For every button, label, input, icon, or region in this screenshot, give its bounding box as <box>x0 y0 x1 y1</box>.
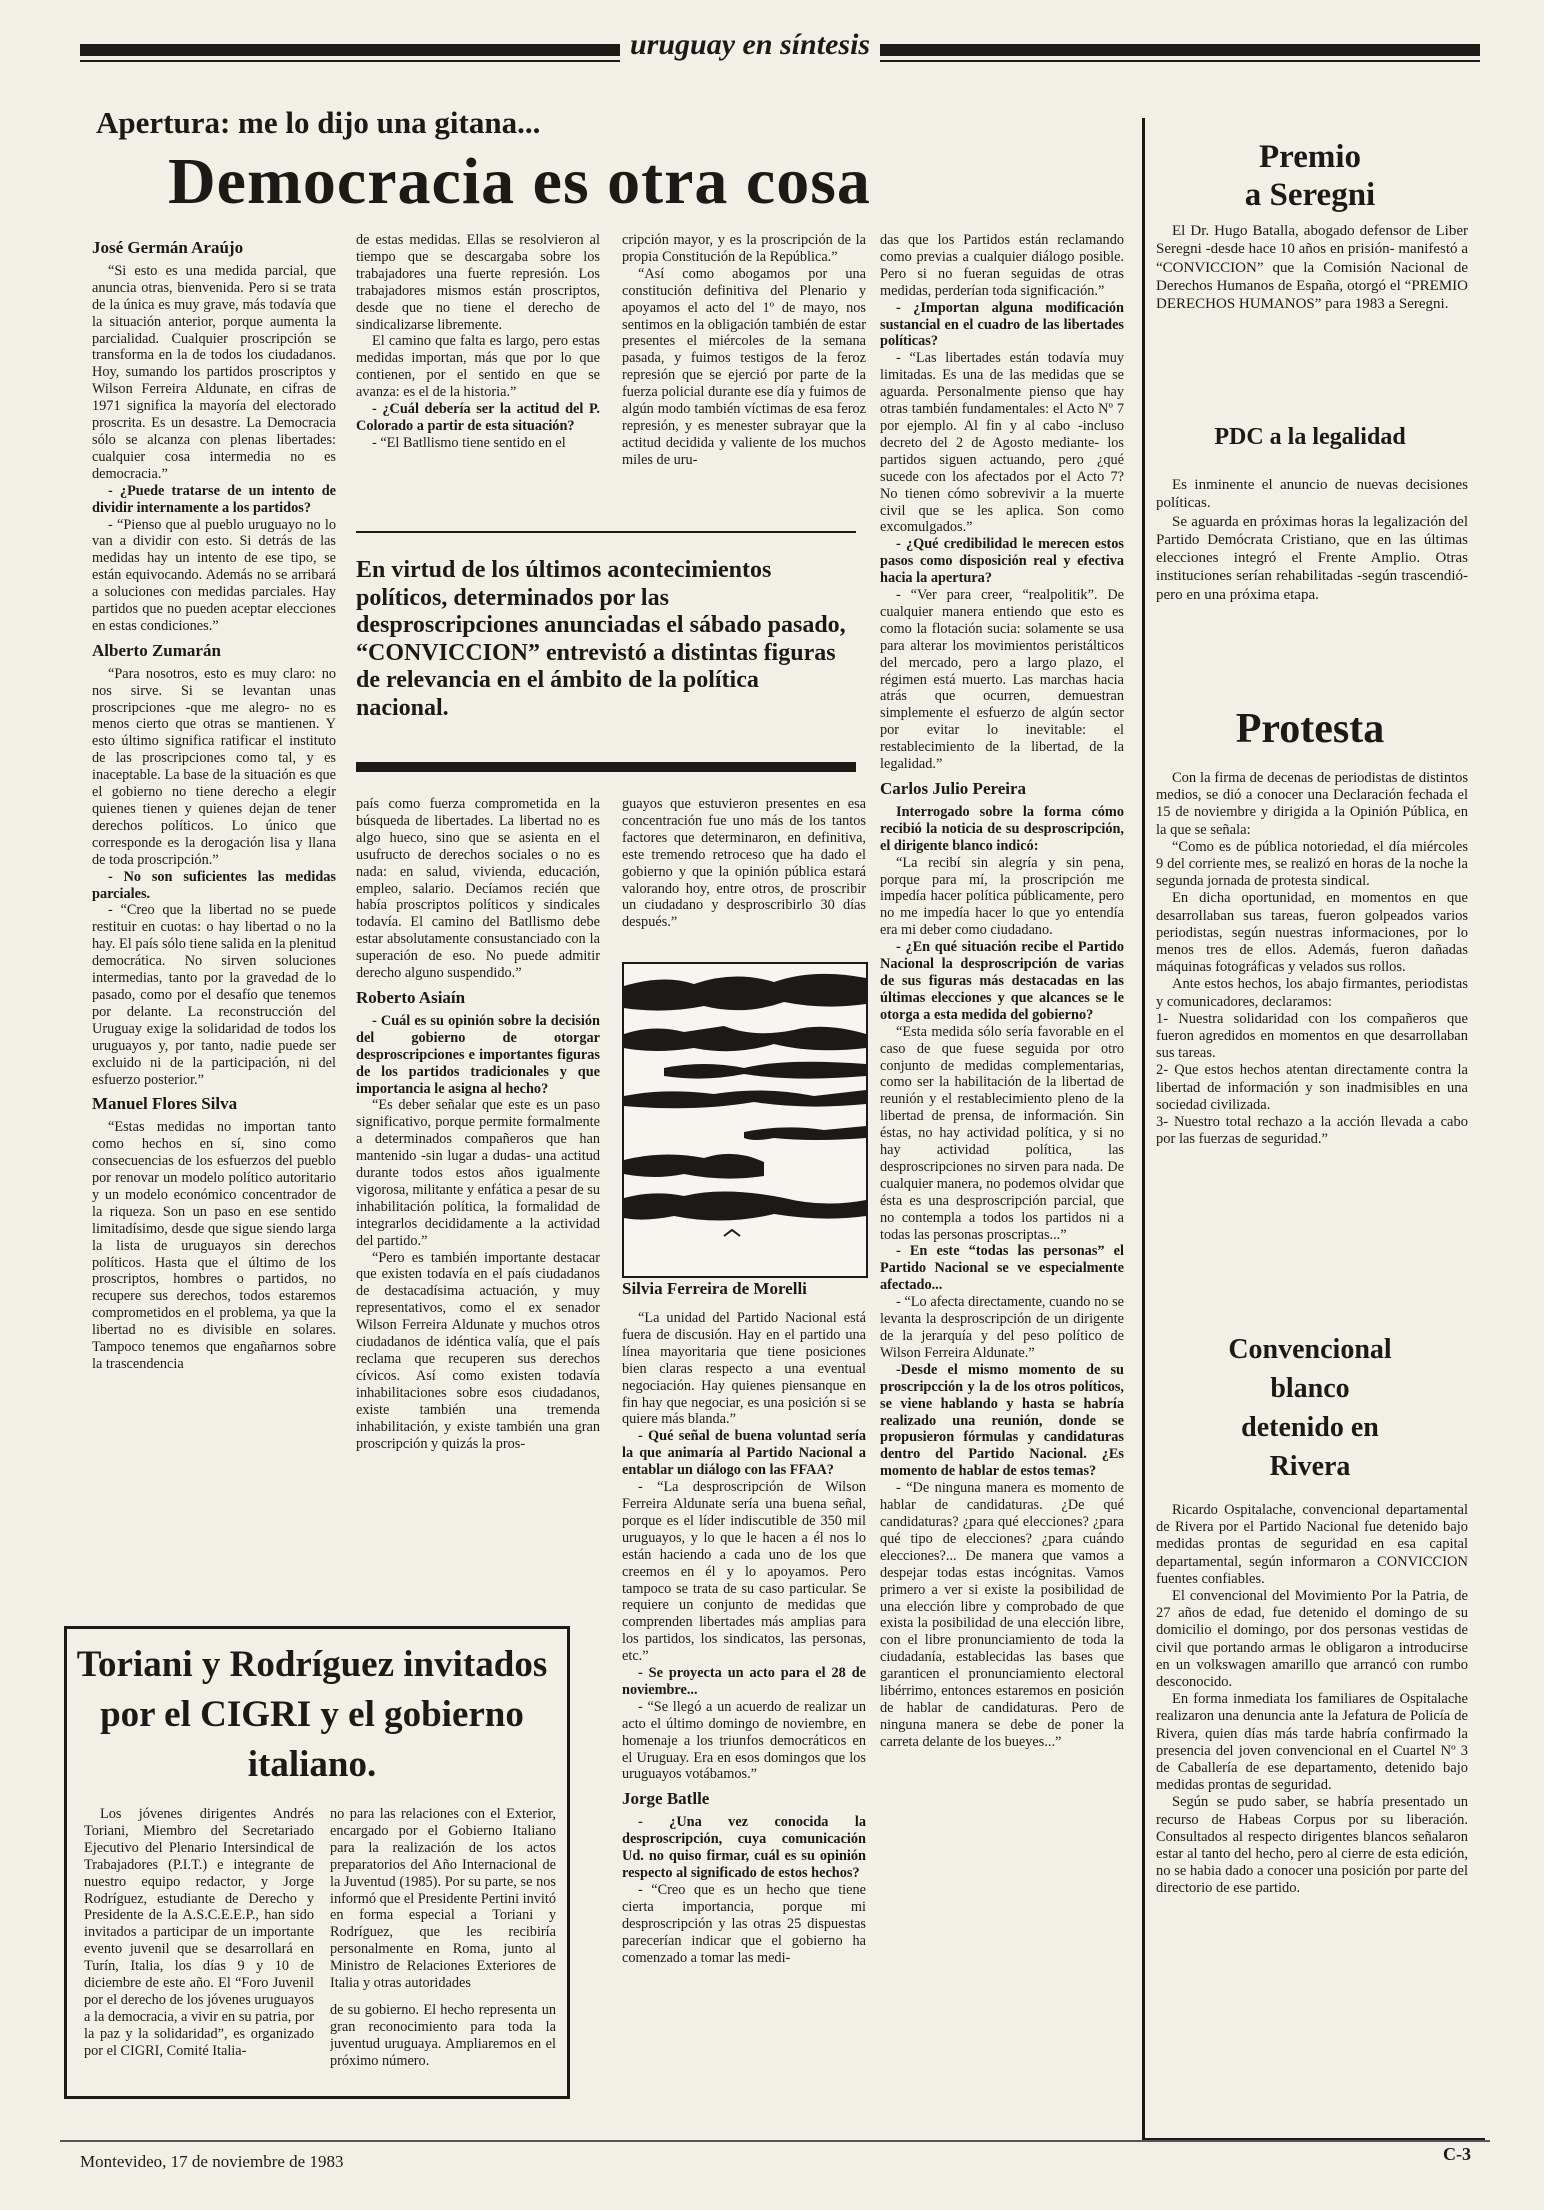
interview-question: Interrogado sobre la forma cómo recibió la noticia de su desproscripción, el dirigente blanco indicó: <box>880 803 1124 854</box>
protesta-text-3: En dicha oportunidad, en momentos en que desarrollaban sus tareas, fueron golpeados varios periodistas, según nuestras informaciones, por lo menos tres de ellos. Además, fueron dañadas máquinas fotográficas y velados sus rollos. <box>1156 890 1468 976</box>
premio-title-line1: Premio <box>1258 139 1361 175</box>
interview-question: - ¿Importan alguna modificación sustancial en el cuadro de las libertades políticas? <box>880 299 1124 350</box>
pull-quote: En virtud de los últimos acontecimientos políticos, determinados por las desproscripciones anunciadas el sábado pasado, “CONVICCION” entrevistó a distintas figuras de relevancia en el ámbito de la política nacional. <box>356 557 846 721</box>
paragraph: - “Creo que es un hecho que tiene cierta importancia, porque mi desproscripción y las otras 25 dispuestas parecerían indicar que el gobierno ha comenzado a tomar las medi- <box>622 1881 866 1966</box>
protesta-list-1: 1- Nuestra solidaridad con los compañeros que fueron agredidos en momentos en que desarrollaban sus tareas. <box>1156 1010 1468 1062</box>
footer-date: Montevideo, 17 de noviembre de 1983 <box>80 2152 344 2171</box>
photo-caption-text: Silvia Ferreira de Morelli <box>622 1279 807 1298</box>
paragraph: “La recibí sin alegría y sin pena, porque para mí, la proscripción me impedía hacer política públicamente, pero no me impedía hacer lo que yo entendía era mi deber como ciudadano. <box>880 854 1124 939</box>
protesta-body <box>1156 770 1468 1330</box>
article-column-1 <box>92 232 336 1622</box>
interview-question: - No son suficientes las medidas parciales. <box>92 868 336 902</box>
pdc-text-1: Es inminente el anuncio de nuevas decisiones políticas. <box>1156 477 1468 512</box>
paragraph: “Estas medidas no importan tanto como hechos en sí, sino como consecuencias de los esfuerzos del pueblo por renovar un modelo político autoritario y un modelo económico concentrador de la riqueza. Son un paso en ese sentido limitadísimo, desde que sigue siendo larga la lista de uruguayos sin derechos políticos. Hasta que el último de los proscriptos, hombres o partidos, no recupere sus derechos, todos estaremos comprometidos en el problema, ya que la libertad no es divisible en solares. Tampoco tenemos que engañarnos sobre la trascendencia <box>92 1119 336 1372</box>
byline: Roberto Asiaín <box>356 987 466 1007</box>
protesta-title: Protesta <box>1235 706 1385 752</box>
byline: Jorge Batlle <box>622 1789 710 1809</box>
toriani-box-title: Toriani y Rodríguez invitados por el CIGRI y el gobierno italiano. <box>76 1644 548 1785</box>
pdc-title: PDC a la legalidad <box>1214 424 1406 450</box>
premio-title <box>1150 138 1470 214</box>
interview-question: - ¿Puede tratarse de un intento de dividir internamente a los partidos? <box>92 482 336 516</box>
article-kicker: Apertura: me lo dijo una gitana... <box>96 105 541 140</box>
protesta-text-4: Ante estos hechos, los abajo firmantes, periodistas y comunicadores, declaramos: <box>1156 976 1468 1010</box>
toriani-right-text-1: no para las relaciones con el Exterior, encargado por el Gobierno Italiano para la realización de los actos preparatorios del Año Internacional de la Juventud (1985). Por su parte, se nos informó que el Presidente Pertini invitó en forma especial a Toriani y Rodríguez, que les recibiría personalmente en Roma, junto al Ministro de Relaciones Exteriores de Italia y otras autoridades <box>330 1806 556 1992</box>
interview-question: - ¿Cuál debería ser la actitud del P. Colorado a partir de esta situación? <box>356 401 600 434</box>
paragraph: - “Ver para creer, “realpolitik”. De cualquier manera entiendo que esto es como la flotación sucia: solamente se usa para alterar los movimientos peristálticos del mercado, pero a largo plazo, el régimen está muerto. Las marchas hacia atrás que ocurren, demuestran simplemente el esfuerzo de algún sector por evitar lo inevitable: el restablecimiento de la libertad, de la legalidad.” <box>880 587 1124 773</box>
protesta-text-1: Con la firma de decenas de periodistas de distintos medios, se dió a conocer una Declaración fechada el 15 de noviembre y dirigida a la Opinión Pública, en la que se señala: <box>1156 770 1468 838</box>
interview-question: - ¿En qué situación recibe el Partido Nacional la desproscripción de varias de sus figuras más destacadas en las últimas elecciones y que alcances se le otorga a esta medida del gobierno? <box>880 939 1124 1023</box>
convencional-text-4: Según se pudo saber, se habría presentado un recurso de Habeas Corpus por su liberación. Consultados al respecto dirigentes blancos señalaron estar al tanto del hecho, pero al cierre de esta edición, no se habia dado a conocer una posición por parte del directorio de ese partido. <box>1156 1794 1468 1897</box>
convencional-title-line4: Rivera <box>1269 1451 1351 1482</box>
convencional-title-line3: detenido en <box>1241 1412 1379 1443</box>
pdc-body <box>1156 476 1468 676</box>
interview-question: - En este “todas las personas” el Partido Nacional se ve especialmente afectado... <box>880 1243 1124 1294</box>
toriani-box-right <box>330 1806 556 2086</box>
toriani-box-left <box>84 1806 314 2086</box>
convencional-text-2: El convencional del Movimiento Por la Patria, de 27 años de edad, fue detenido el domingo de su domicilio el domingo, por dos personas vestidas de civil que portando armas le obligaron a introducirse en un volkswagen amarillo que arrancó con rumbo desconocido. <box>1156 1588 1468 1691</box>
paragraph: guayos que estuvieron presentes en esa concentración fue uno más de los tantos factores que determinaron, en definitiva, este tremendo retroceso que ha dado el gobierno y que la opinión pública estará valorando hoy, entre otros, de proscribir un ciudadano y desproscribirlo 30 días después.” <box>622 796 866 931</box>
photo-caption <box>622 1278 866 1302</box>
convencional-title <box>1150 1330 1470 1486</box>
interview-question: - Cuál es su opinión sobre la decisión del gobierno de otorgar desproscripciones e importantes figuras de los partidos tradicionales y que importancia le asigna al hecho? <box>356 1012 600 1097</box>
paragraph: cripción mayor, y es la proscripción de la propia Constitución de la República.” <box>622 232 866 265</box>
byline: Alberto Zumarán <box>92 640 221 660</box>
interview-question: - Se proyecta un acto para el 28 de noviembre... <box>622 1665 866 1698</box>
paragraph: “Para nosotros, esto es muy claro: no nos sirve. Si se levantan unas proscripciones -que me alegro- no es menos cierto que otras se mantienen. Y esto último significa ratificar el instituto de las proscripciones como tal, y es inaceptable. La base de la situación es que el gobierno no tiene derecho a elegir quienes tienen y quienes dejan de tener derechos políticos. Lo único que corresponde es la derogación lisa y llana de toda proscripción.” <box>92 665 336 868</box>
article-column-4 <box>880 232 1124 2142</box>
paragraph: - “Pienso que al pueblo uruguayo no lo van a dividir con esto. Si detrás de las medidas hay un intento de ese tipo, se están equivocando. Además no se arribará a soluciones con medidas parciales. Hay partidos que no pueden aceptar elecciones en estas condiciones.” <box>92 516 336 634</box>
byline: Carlos Julio Pereira <box>880 779 1027 798</box>
premio-text: El Dr. Hugo Batalla, abogado defensor de Liber Seregni -desde hace 10 años en prisión- manifestó a “CONVICCION” que la Comisión Nacional de Derechos Humanos de España, otorgó el “PREMIO DERECHOS HUMANOS” para 1983 a Seregni. <box>1156 223 1468 313</box>
paragraph: de estas medidas. Ellas se resolvieron al tiempo que se descargaba sobre los trabajadores una fuerte represión. Los trabajadores mismos están proscriptos, desde que no tiene el derecho de sindicalizarse libremente. <box>356 232 600 333</box>
interview-question: - ¿Una vez conocida la desproscripción, cuya comunicación Ud. no quiso firmar, cuál es su opinión respecto al significado de estos hechos? <box>622 1814 866 1881</box>
premio-body <box>1156 222 1468 412</box>
paragraph: “Si esto es una medida parcial, que anuncia otras, bienvenida. Pero si se trata de la única es muy grave, más todavía que la situación anterior, porque aumenta la parcialidad. Cualquier proscripción se transforma en la de todos los ciudadanos. Hoy, sumando los partidos proscriptos y Wilson Ferreira Aldunate, en cifras de 1971 significa la mayoría del electorado proscrita. Es un desastre. La Democracia sólo se alcanza con plenas libertades: cualquier cosa intermedia no es democracia.” <box>92 262 336 482</box>
interview-question: -Desde el mismo momento de su proscripcción y la de los otros políticos, se viene hablando y hasta se habría realizado una reunión, donde se propusieron fórmulas y candidaturas dentro del Partido Nacional. ¿Es momento de hablar de estos temas? <box>880 1361 1124 1480</box>
page-number: C-3 <box>1443 2144 1471 2164</box>
interview-question: - Qué señal de buena voluntad sería la que animaría al Partido Nacional a entablar un diálogo con las FFAA? <box>622 1428 866 1479</box>
paragraph: “Esta medida sólo sería favorable en el caso de que fuese seguida por otro conjunto de medidas complementarias, como ser la habilitación de la libertad de reunión y el restablecimiento pleno de la libertad de prensa, de información. Sin éstas, no hay actividad política, y si no hay actividad política, las desproscripciones no sirven para nada. De cualquier manera, no podemos olvidar que ésta es una desproscripción parcial, que no contempla a todos los partidos ni a todas las personas proscriptas...” <box>880 1023 1124 1243</box>
paragraph: - “Las libertades están todavía muy limitadas. Es una de las medidas que se aguarda. Personalmente pienso que hay otras también fundamentales: el Acto Nº 7 por ejemplo. Al fin y al cabo -incluso decreto del 2 de Agosto mediante- los partidos siguen actuando, pero ¿qué sucede con los afectados por el Acto 7? No tienen cómo sobrevivir a la muerte civil que se les aplica. Son como excomulgados.” <box>880 350 1124 536</box>
paragraph: “Pero es también importante destacar que existen todavía en el país ciudadanos de destacadísima actuación, y muy representativos, como el ex senador Wilson Ferreira Aldunate y muchos otros ciudadanos de idéntica valía, que el país reclama que recuperen sus derechos cívicos. Así como existen todavía inhabilitaciones sobre esos ciudadanos, existe también una tremenda inhabilitación, y existe también una gran proscripción y quizás la pros- <box>356 1249 600 1452</box>
convencional-title-line2: blanco <box>1270 1373 1350 1404</box>
paragraph: - “Se llegó a un acuerdo de realizar un acto el último domingo de noviembre, en homenaje a los triunfos democráticos en el Uruguay. Era en esos domingos que los uruguayos votábamos.” <box>622 1698 866 1783</box>
paragraph: - “El Batllismo tiene sentido en el <box>372 434 566 451</box>
article-column-2-top <box>356 232 600 522</box>
pdc-text-2: Se aguarda en próximas horas la legalización del Partido Demócrata Cristiano, que en las últimas elecciones integró el Frente Amplio. Otras instituciones serían rehabilitadas -según trascendió- pero en una próxima etapa. <box>1156 513 1468 603</box>
article-column-2-bottom <box>356 796 600 1614</box>
paragraph: - “Creo que la libertad no se puede restituir en cuotas: o hay libertad o no la hay. El país sólo tiene salida en la plenitud democrática. No sirven soluciones intermedias, tanto por la gravedad de lo pasado, como por el desafío que tenemos por delante. La reconstrucción del Uruguay exige la solidaridad de todos los uruguayos y, por tanto, nadie puede ser excluido ni de la participación, ni del esfuerzo posterior.” <box>92 902 336 1088</box>
toriani-right-text-2: de su gobierno. El hecho representa un gran reconocimiento para toda la juventud uruguaya. Ampliaremos en el próximo número. <box>330 2001 556 2069</box>
landscape-drawing <box>624 964 866 1276</box>
byline: Manuel Flores Silva <box>92 1094 238 1114</box>
paragraph: - “La desproscripción de Wilson Ferreira Aldunate sería una buena señal, porque es el líder indiscutible de 350 mil uruguayos, y lo que le hacen a él nos lo están haciendo a cada uno de los que creemos en él y lo apoyamos. Pero tampoco se trata de su caso particular. Se requiere un conjunto de medidas que comprenden libertades más amplias para los partidos, los sindicatos, las personas, etc.” <box>622 1479 866 1665</box>
interview-question: - ¿Qué credibilidad le merecen estos pasos como disposición real y efectiva hacia la apertura? <box>880 536 1124 587</box>
pullquote-rule-bottom <box>356 762 856 772</box>
article-headline: Democracia es otra cosa <box>168 145 871 218</box>
protesta-text-2: “Como es de pública notoriedad, el día miércoles 9 del corriente mes, se realizó en horas de la noche la segunda jornada de protesta sindical. <box>1156 838 1468 890</box>
protesta-list-3: 3- Nuestro total rechazo a la acción llevada a cabo por las fuerzas de seguridad.” <box>1156 1114 1468 1148</box>
convencional-text-3: En forma inmediata los familiares de Ospitalache realizaron una denuncia ante la Jefatura de Policía de Rivera, quien días más tarde habría confirmado la presencia del joven convencional en el Cuartel Nº 3 de Caballería de ese departamento, detenido bajo medidas prontas de seguridad. <box>1156 1691 1468 1794</box>
landscape-illustration <box>622 962 868 1278</box>
article-column-3-mid <box>622 796 866 956</box>
paragraph: - “Lo afecta directamente, cuando no se levanta la desproscripción de un dirigente de la jerarquía y del peso político de Wilson Ferreira Aldunate.” <box>880 1294 1124 1361</box>
footer-rule <box>60 2140 1490 2142</box>
paragraph: país como fuerza comprometida en la búsqueda de libertades. La libertad no es algo hueco, sino que se asienta en el usufructo de derechos sociales o no es nada: en salud, vivienda, educación, empleo, salario. Decíamos recién que había proscriptos políticos y sindicales todavía. El camino del Batllismo debe estar absolutamente consustanciado con la superación de eso. No puede admitir derecho alguno suspendido.” <box>356 796 600 982</box>
toriani-left-text: Los jóvenes dirigentes Andrés Toriani, Miembro del Secretariado Ejecutivo del Plenario Intersindical de Trabajadores (P.I.T.) e integrante de nuestro equipo redactor, y Jorge Rodríguez, estudiante de Derecho y Presidente de la A.S.C.E.E.P., han sido invitados a participar de un importante evento juvenil que se desarrollará en Turín, Italia, los días 9 y 10 de diciembre de este año. El “Foro Juvenil por el derecho de los jóvenes uruguayos a la democracia, a vivir en su patria, por la paz y la solidaridad”, es organizado por el CIGRI, Comité Italia- <box>84 1806 314 2059</box>
paragraph: “La unidad del Partido Nacional está fuera de discusión. Hay en el partido una línea mayoritaria que tiene posiciones bien claras respecto a una eventual negociación. Hay quienes piensanque en fin hay que negociar, es una posición si se quiere más blanda.” <box>622 1310 866 1428</box>
pullquote-rule-top <box>356 531 856 533</box>
byline: José Germán Araújo <box>92 238 244 257</box>
section-header <box>80 28 1480 62</box>
paragraph: - “De ninguna manera es momento de hablar de candidaturas. ¿De qué candidaturas? ¿para qué elecciones? ¿para qué tipo de elecciones? ¿para cuándo elecciones?... De manera que vamos a despejar todas estas incógnitas. Vamos primero a ver si existe la posibilidad de una elección libre y comprobado de que exista la posibilidad de una elección libre, con el libre pronunciamiento de toda la ciudadanía, establecidas las bases que garanticen el pronunciamiento electoral libérrimo, entonces estaremos en posición de hablar de candidaturas. Pero de ninguna manera se debe de poner la carreta delante de los bueyes...” <box>880 1480 1124 1750</box>
premio-title-line2: a Seregni <box>1244 177 1376 213</box>
paragraph: “Es deber señalar que este es un paso significativo, porque permite formalmente a determinados compañeros que han mantenido -sin lugar a dudas- una actitud durante todos estos años igualmente vigorosa, militante y enfática a pesar de su inhabilitación política, la formalidad de integrarlos decididamente a la actividad del partido.” <box>356 1097 600 1249</box>
paragraph: das que los Partidos están reclamando como previas a cualquier diálogo posible. Pero si no fueran seguidas de otras medidas, perderían toda significación.” <box>880 232 1124 299</box>
section-title: uruguay en síntesis <box>620 28 880 62</box>
convencional-title-line1: Convencional <box>1228 1334 1392 1365</box>
paragraph: El camino que falta es largo, pero estas medidas importan, más que por lo que contienen, por el sentido en que se avanza: es el de la historia.” <box>356 333 600 401</box>
convencional-body <box>1156 1502 1468 2082</box>
protesta-list-2: 2- Que estos hechos atentan directamente contra la libertad de información y son inadmisibles en una sociedad civilizada. <box>1156 1062 1468 1113</box>
paragraph: “Así como abogamos por una constitución definitiva del Plenario y apoyamos el acto del 1º de mayo, nos sentimos en la obligación también de estar presentes el miércoles de la semana pasada, y fuimos testigos de la feroz represión que se ejerció por parte de la fuerza policial durante ese día y fuimos de algún modo también víctimas de esa feroz represión, y es menester subrayar que la actitud decidida y valiente de los muchos miles de uru- <box>622 265 866 468</box>
article-column-3-bottom <box>622 1310 866 2146</box>
convencional-text-1: Ricardo Ospitalache, convencional departamental de Rivera por el Partido Nacional fue detenido bajo medidas prontas de seguridad en esa capital departamental, según informaron a CONVICCION fuentes confiables. <box>1156 1502 1468 1587</box>
article-column-3-top <box>622 232 866 522</box>
